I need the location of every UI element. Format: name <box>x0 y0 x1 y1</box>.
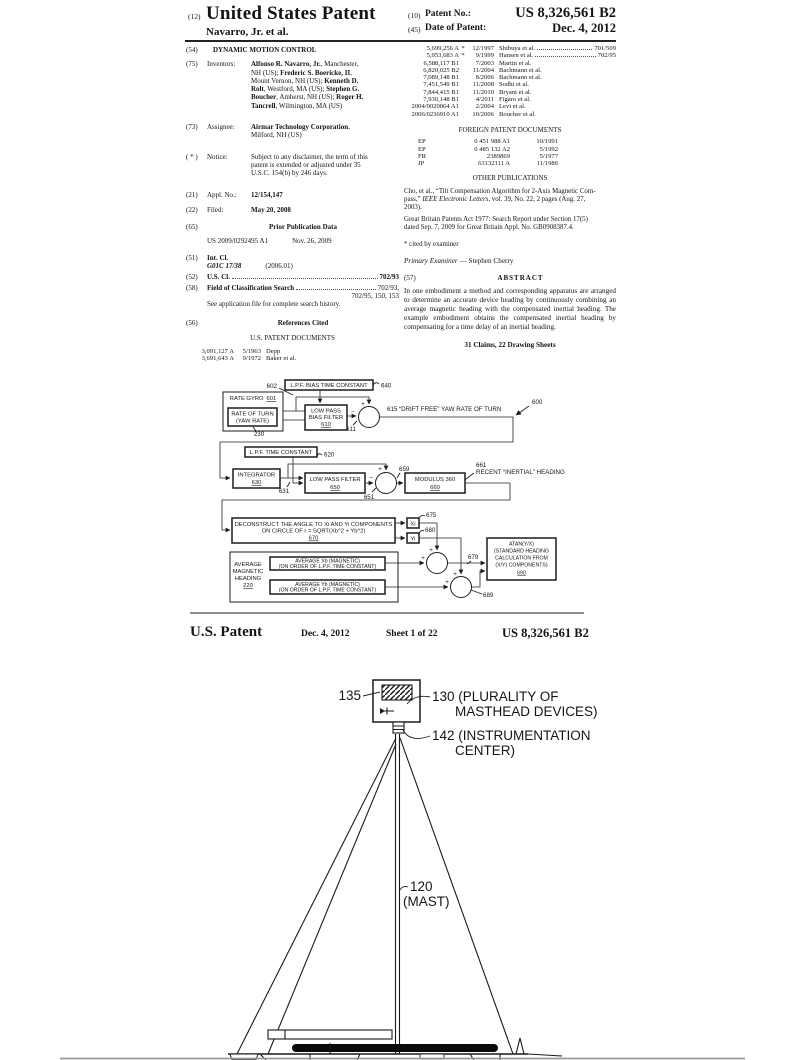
svg-text:ATAN(Y/X): ATAN(Y/X) <box>509 541 534 548</box>
sheet-header-title: U.S. Patent <box>190 624 263 640</box>
ref-680: 680 <box>425 527 436 534</box>
uspat-docs-heading: U.S. PATENT DOCUMENTS <box>250 333 335 342</box>
svg-text:(X/Y) COMPONENTS): (X/Y) COMPONENTS) <box>495 562 548 569</box>
field-21-appl-no: (21) Appl. No.: 12/154,147 <box>186 190 283 199</box>
svg-text:(YAW RATE): (YAW RATE) <box>235 418 270 425</box>
ref-661: 661 <box>476 462 487 469</box>
label-142-line2: CENTER) <box>455 743 515 758</box>
foreign-ref-row: EP 0 451 988 A1 10/1991 <box>418 138 558 146</box>
invention-title: DYNAMIC MOTION CONTROL <box>213 46 317 54</box>
sailboat-figure <box>0 660 800 1060</box>
ref-675: 675 <box>426 512 437 519</box>
block-atan <box>487 538 556 580</box>
svg-text:220: 220 <box>243 583 253 589</box>
field-22-filed: (22) Filed: May 20, 2008 <box>186 205 291 214</box>
inventors-block: Alfonso R. Navarro, Jr., Manchester, NH (US); Frederic S. Boericke, II, Mount Vernon, NH (US); Kenneth D. Rolt, Westford, MA (US); Stephen G. Boucher, Amherst, NH (US); Roger H. Tancrell, Wilmington, MA (US) <box>251 60 364 110</box>
filing-date: May 20, 2008 <box>251 205 291 214</box>
block-lpf-bias-time-constant <box>285 380 373 390</box>
leader-611 <box>353 421 357 425</box>
foreign-docs-heading: FOREIGN PATENT DOCUMENTS <box>458 125 562 134</box>
us-ref-row: 7,844,415 B1 11/2010 Bryant et al. <box>423 88 532 96</box>
us-ref-row: 2006/0236910 A1 10/2006 Boucher et al. <box>411 110 536 118</box>
svg-text:630: 630 <box>251 480 262 486</box>
block-deconstruct-angle <box>232 518 395 543</box>
plus-sign: + <box>429 547 433 554</box>
notice-block: Subject to any disclaimer, the term of this patent is extended or adjusted under 35 U.S.C. 154(b) by 246 days. <box>251 152 368 178</box>
block-yi <box>407 533 419 543</box>
svg-text:AVERAGE: AVERAGE <box>234 562 262 568</box>
block-average-magnetic-heading <box>230 552 398 602</box>
leader-631 <box>287 482 290 487</box>
leader-120 <box>400 886 408 890</box>
field-52-uscl: (52) U.S. Cl. 702/93 <box>186 273 399 282</box>
ref-689: 689 <box>483 592 494 599</box>
ref-611: 611 <box>346 426 356 433</box>
leader-651 <box>372 488 376 492</box>
forestay <box>237 738 396 1054</box>
patent-number: US 8,326,561 B2 <box>515 5 616 21</box>
svg-text:BIAS FILTER: BIAS FILTER <box>308 415 344 421</box>
application-number: 12/154,147 <box>251 190 283 199</box>
dot-leader <box>537 49 592 50</box>
svg-text:CALCULATION FROM: CALCULATION FROM <box>495 555 548 562</box>
svg-text:L.P.F. BIAS TIME CONSTANT: L.P.F. BIAS TIME CONSTANT <box>290 383 368 390</box>
plus-sign: + <box>378 466 382 473</box>
field-73-assignee: (73) Assignee: Airmar Technology Corporation, Milford, NH (US) <box>186 123 399 140</box>
field-56-refs: (56) References Cited <box>186 319 399 327</box>
date-tag: (45) <box>408 25 421 34</box>
dot-leader <box>232 278 378 279</box>
abstract-text: In one embodiment a method and corresponding apparatus are arranged to determine an accurate device heading by continuously combining an average magnetic heading with the compensated inertial heading. The example embodiment obtains the compensated inertial heading by compensating for a time delay of an inertial heading. <box>404 287 616 332</box>
leader-142 <box>403 730 430 738</box>
page-title: United States Patent <box>206 3 376 24</box>
us-ref-row: 3,691,643 A 9/1972 Baker et al. <box>201 355 297 363</box>
prior-pub-heading: Prior Publication Data <box>269 223 337 232</box>
antenna-module-hatched <box>382 685 412 700</box>
plus-sign: + <box>361 401 365 408</box>
first-inventor-line: Navarro, Jr. et al. <box>206 26 289 38</box>
leader-675 <box>419 515 425 518</box>
svg-text:(ON ORDER OF L.P.F. TIME CONST: (ON ORDER OF L.P.F. TIME CONSTANT) <box>278 564 377 571</box>
ref-600: 600 <box>532 399 543 406</box>
intcl-code: G01C 17/38 <box>207 262 242 271</box>
svg-text:660: 660 <box>430 485 440 491</box>
foreign-ref-row: EP 0 485 132 A2 5/1992 <box>418 145 558 153</box>
svg-text:AVERAGE Xb (MAGNETIC): AVERAGE Xb (MAGNETIC) <box>295 558 360 565</box>
label-130-line1: 130 (PLURALITY OF <box>432 689 559 704</box>
us-ref-row: 7,930,148 B1 4/2011 Figaro et al. <box>423 96 531 104</box>
masthead-devices-box <box>373 680 420 722</box>
foreign-ref-row: FR 2389869 5/1977 <box>418 152 558 160</box>
svg-text:LOW PASS FILTER: LOW PASS FILTER <box>309 477 361 483</box>
date-of-patent-label: Date of Patent: <box>425 23 487 33</box>
boom <box>268 1030 392 1039</box>
label-recent-inertial-heading: RECENT “INERTIAL” HEADING <box>476 469 565 476</box>
svg-text:INTEGRATOR: INTEGRATOR <box>237 472 276 479</box>
uscl-value: 702/93 <box>379 273 399 282</box>
block-low-pass-bias-filter <box>305 405 347 430</box>
inner-stay <box>268 744 396 1054</box>
label-142-line1: 142 (INSTRUMENTATION <box>432 728 591 743</box>
summer-689 <box>451 577 472 598</box>
block-integrator <box>233 469 280 488</box>
field-51-intcl: (51) Int. Cl. <box>186 253 229 262</box>
dot-leader <box>296 289 376 290</box>
svg-text:MAGNETIC: MAGNETIC <box>232 569 264 575</box>
kind-code-tag: (12) <box>188 12 201 21</box>
block-xi <box>407 518 419 528</box>
svg-text:670: 670 <box>308 535 319 542</box>
stern-rail <box>516 1038 524 1054</box>
svg-text:Xi: Xi <box>410 521 416 528</box>
svg-text:AVERAGE Yb (MAGNETIC): AVERAGE Yb (MAGNETIC) <box>295 582 360 588</box>
ref-631: 631 <box>278 488 290 495</box>
other-pubs-heading: OTHER PUBLICATIONS <box>472 174 548 183</box>
plus-sign: + <box>421 555 425 562</box>
field-58-search: (58) Field of Classification Search 702/93, <box>186 283 399 292</box>
svg-text:L.P.F. TIME CONSTANT: L.P.F. TIME CONSTANT <box>249 450 313 457</box>
sheet-header-sheet: Sheet 1 of 22 <box>386 629 438 639</box>
page-divider <box>190 612 584 614</box>
foreign-references-list <box>404 138 616 167</box>
us-ref-row: 3,091,127 A 5/1963 Depp <box>201 348 281 356</box>
dot-leader <box>535 56 595 57</box>
leader-679 <box>467 561 471 564</box>
field-notice: ( * ) Notice: Subject to any disclaimer, the term of this patent is extended or adjusted under 35 U.S.C. 154(b) by 246 days. <box>186 153 399 178</box>
mast <box>396 734 400 1054</box>
assignee-block: Airmar Technology Corporation, Milford, NH (US) <box>251 123 350 140</box>
prior-pub-row: US 2009/0292495 A1 Nov. 26, 2009 <box>207 237 332 246</box>
intcl-row: G01C 17/38 (2006.01) <box>207 262 293 271</box>
field-75-inventors: (75) Inventors: Alfonso R. Navarro, Jr., Manchester, NH (US); Frederic S. Boericke, II, Mount Vernon, NH (US); Kenneth D. Rolt, Westford, MA (US); Stephen G. Boucher, Amherst, NH (US); Roger H. Tancrell, Wilmington, MA (US) <box>186 60 399 110</box>
block-low-pass-filter <box>305 473 365 493</box>
leader-689 <box>471 590 482 594</box>
us-ref-row: 6,588,117 B1 7/2003 Martin et al. <box>423 59 532 67</box>
sheet-header-patent-no: US 8,326,561 B2 <box>502 626 589 640</box>
ref-230: 230 <box>253 431 265 438</box>
us-references-list <box>404 45 616 118</box>
ref-679: 679 <box>468 554 479 561</box>
plus-sign: + <box>453 571 457 578</box>
us-ref-row: 2004/0020064 A1 2/2004 Levi et al. <box>411 103 526 111</box>
field-65-prior-pub: (65) Prior Publication Data <box>186 223 399 231</box>
svg-text:650: 650 <box>330 485 340 491</box>
label-120-line2: (MAST) <box>403 894 450 909</box>
ref-620: 620 <box>324 451 335 459</box>
minus-sign: − <box>351 408 355 416</box>
svg-text:HEADING: HEADING <box>234 576 262 582</box>
ref-602: 602 <box>266 383 277 390</box>
us-ref-row: 5,699,256 A * 12/1997 Shibuya et al. 701/509 <box>426 45 616 52</box>
us-ref-row: 5,953,683 A * 9/1999 Hansen et al. 702/95 <box>426 52 616 60</box>
svg-text:610: 610 <box>321 422 331 428</box>
summer-651 <box>376 473 397 494</box>
label-120-line1: 120 <box>410 879 433 894</box>
abstract-heading: ABSTRACT <box>497 273 544 282</box>
summer-x <box>427 553 448 574</box>
bib-left-column <box>186 46 399 363</box>
summer-615 <box>359 407 380 428</box>
patent-no-label: Patent No.: <box>425 9 471 19</box>
us-ref-row: 7,089,148 B1 8/2006 Bachmann et al. <box>423 74 542 82</box>
svg-text:RATE GYRO601: RATE GYRO 601 <box>229 396 277 402</box>
date-of-patent: Dec. 4, 2012 <box>552 21 616 35</box>
block-modulus-360 <box>405 473 465 493</box>
label-130-line2: MASTHEAD DEVICES) <box>455 704 598 719</box>
sheet-header-date: Dec. 4, 2012 <box>301 629 350 639</box>
bib-right-column <box>404 45 616 349</box>
svg-text:(STANDARD HEADING: (STANDARD HEADING <box>494 548 549 555</box>
block-rate-gyro <box>223 392 283 431</box>
ref-659: 659 <box>399 466 410 473</box>
us-ref-row: 6,820,025 B2 11/2004 Bachmann et al. <box>423 66 542 74</box>
svg-text:LOW PASS: LOW PASS <box>311 408 341 415</box>
cited-by-examiner: * cited by examiner <box>404 240 459 248</box>
block-lpf-time-constant <box>245 447 317 457</box>
svg-text:DECONSTRUCT THE ANGLE TO Xi AN: DECONSTRUCT THE ANGLE TO Xi AND Yi COMPONENTS <box>234 522 393 528</box>
svg-text:Yi: Yi <box>410 536 416 543</box>
ref-651: 651 <box>363 494 375 501</box>
minus-sign: − <box>369 475 373 482</box>
claims-note: 31 Claims, 22 Drawing Sheets <box>464 341 556 350</box>
leader-600-arrow <box>516 406 529 415</box>
foreign-ref-row: JP 63132111 A 11/1986 <box>418 160 558 168</box>
svg-text:MODULUS 360: MODULUS 360 <box>414 477 456 483</box>
field-54-title: (54) DYNAMIC MOTION CONTROL <box>186 46 317 54</box>
patent-no-tag: (10) <box>408 11 421 20</box>
header-rule <box>185 40 616 42</box>
leader-640 <box>373 383 379 385</box>
ref-135: 135 <box>338 688 361 703</box>
references-heading: References Cited <box>277 318 329 327</box>
svg-text:(ON ORDER OF L.P.F. TIME CONST: (ON ORDER OF L.P.F. TIME CONSTANT) <box>278 587 377 594</box>
search-classes-cont: 702/95, 150, 153 <box>351 291 399 300</box>
front-page-figure <box>180 375 620 615</box>
ref-640: 640 <box>381 382 392 390</box>
instrumentation-center-fitting <box>393 722 404 733</box>
publication-1: Cho, et al., “Tilt Compensation Algorithm for 2-Axis Magnetic Com- pass,” IEEE Electronic Letters, vol. 39, No. 22, 2 pages (Aug. 27, 2003). <box>404 187 596 211</box>
svg-text:ON CIRCLE OF r = SQRT(Xb^2 + Y: ON CIRCLE OF r = SQRT(Xb^2 + Yb^2) <box>261 528 366 535</box>
primary-examiner: Primary Examiner — Stephen Cherry <box>404 256 514 265</box>
svg-text:RATE OF TURN: RATE OF TURN <box>231 411 274 418</box>
svg-text:690: 690 <box>517 570 526 577</box>
publication-2: Great Britain Patents Act 1977: Search Report under Section 17(5) dated Sep. 7, 2009 for Great Britain Appl. No. GB0908387.4. <box>404 215 588 231</box>
sail-cover-bar <box>292 1044 498 1052</box>
label-615-drift-free: 615 “DRIFT FREE” YAW RATE OF TURN <box>387 406 502 413</box>
plus-sign: + <box>445 579 449 586</box>
us-ref-row: 7,451,549 B1 11/2008 Sodhi et al. <box>423 81 529 89</box>
wire <box>419 538 461 574</box>
wire <box>472 571 486 587</box>
leader-659 <box>397 473 400 478</box>
abstract-heading-row: (57) ABSTRACT <box>404 274 616 282</box>
search-note: See application file for complete search history. <box>207 300 341 309</box>
